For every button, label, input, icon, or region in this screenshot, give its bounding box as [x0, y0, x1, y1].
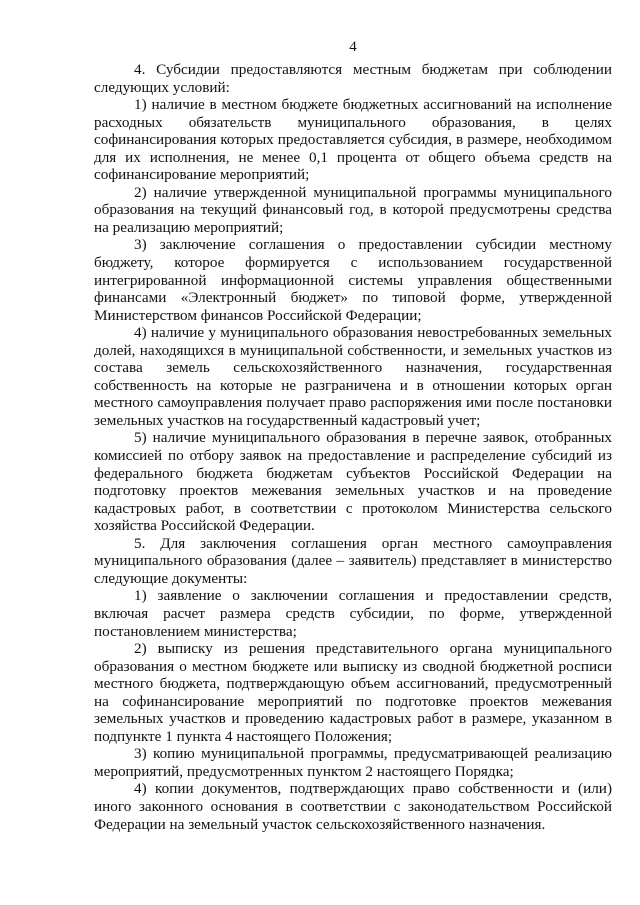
- paragraph-clause-5-item-1: 1) заявление о заключении соглашения и предоставлении средств, включая расчет размера средств субсидии, по форме, утвержденной постановлением министерства;: [94, 587, 612, 640]
- page-number: 4: [349, 39, 357, 55]
- document-page: [94, 0, 612, 905]
- paragraph-clause-4-item-1: 1) наличие в местном бюджете бюджетных ассигнований на исполнение расходных обязательств муниципального образования, в целях софинансирования которых предоставляется субсидия, в размере, необходимом для их исполнения, не менее 0,1 процента от общего объема средств на софинансирование мероприятий;: [94, 96, 612, 184]
- paragraph-clause-5-item-2: 2) выписку из решения представительного органа муниципального образования о местном бюджете или выписку из сводной бюджетной росписи местного бюджета, подтверждающую объем ассигнований, предусмотренный на софинансирование мероприятий по подготовке проектов межевания земельных участков и проведению кадастровых работ в размере, указанном в подпункте 1 пункта 4 настоящего Положения;: [94, 640, 612, 745]
- paragraph-clause-5-item-4: 4) копии документов, подтверждающих право собственности и (или) иного законного основания в соответствии с законодательством Российской Федерации на земельный участок сельскохозяйственного назначения.: [94, 780, 612, 833]
- paragraph-clause-4-item-4: 4) наличие у муниципального образования невостребованных земельных долей, находящихся в муниципальной собственности, и земельных участков из состава земель сельскохозяйственного назначения, государственная собственность на которые не разграничена и в отношении которых орган местного самоуправления получает право распоряжения ими после постановки земельных участков на государственный кадастровый учет;: [94, 324, 612, 429]
- paragraph-clause-4-item-5: 5) наличие муниципального образования в перечне заявок, отобранных комиссией по отбору заявок на предоставление и распределение субсидий из федерального бюджета бюджетам субъектов Российской Федерации на подготовку проектов межевания земельных участков и на проведение кадастровых работ, в соответствии с протоколом Министерства сельского хозяйства Российской Федерации.: [94, 429, 612, 535]
- paragraph-clause-4-item-3: 3) заключение соглашения о предоставлении субсидии местному бюджету, которое формируется с использованием государственной интегрированной информационной системы управления общественными финансами «Электронный бюджет» по типовой форме, утвержденной Министерством финансов Российской Федерации;: [94, 236, 612, 324]
- paragraph-clause-4: 4. Субсидии предоставляются местным бюджетам при соблюдении следующих условий:: [94, 61, 612, 96]
- paragraph-clause-4-item-2: 2) наличие утвержденной муниципальной программы муниципального образования на текущий финансовый год, в которой предусмотрены средства на реализацию мероприятий;: [94, 183, 612, 236]
- paragraph-clause-5: 5. Для заключения соглашения орган местного самоуправления муниципального образования (далее – заявитель) представляет в министерство следующие документы:: [94, 534, 612, 587]
- document-body: [94, 61, 612, 833]
- paragraph-clause-5-item-3: 3) копию муниципальной программы, предусматривающей реализацию мероприятий, предусмотренных пунктом 2 настоящего Порядка;: [94, 745, 612, 780]
